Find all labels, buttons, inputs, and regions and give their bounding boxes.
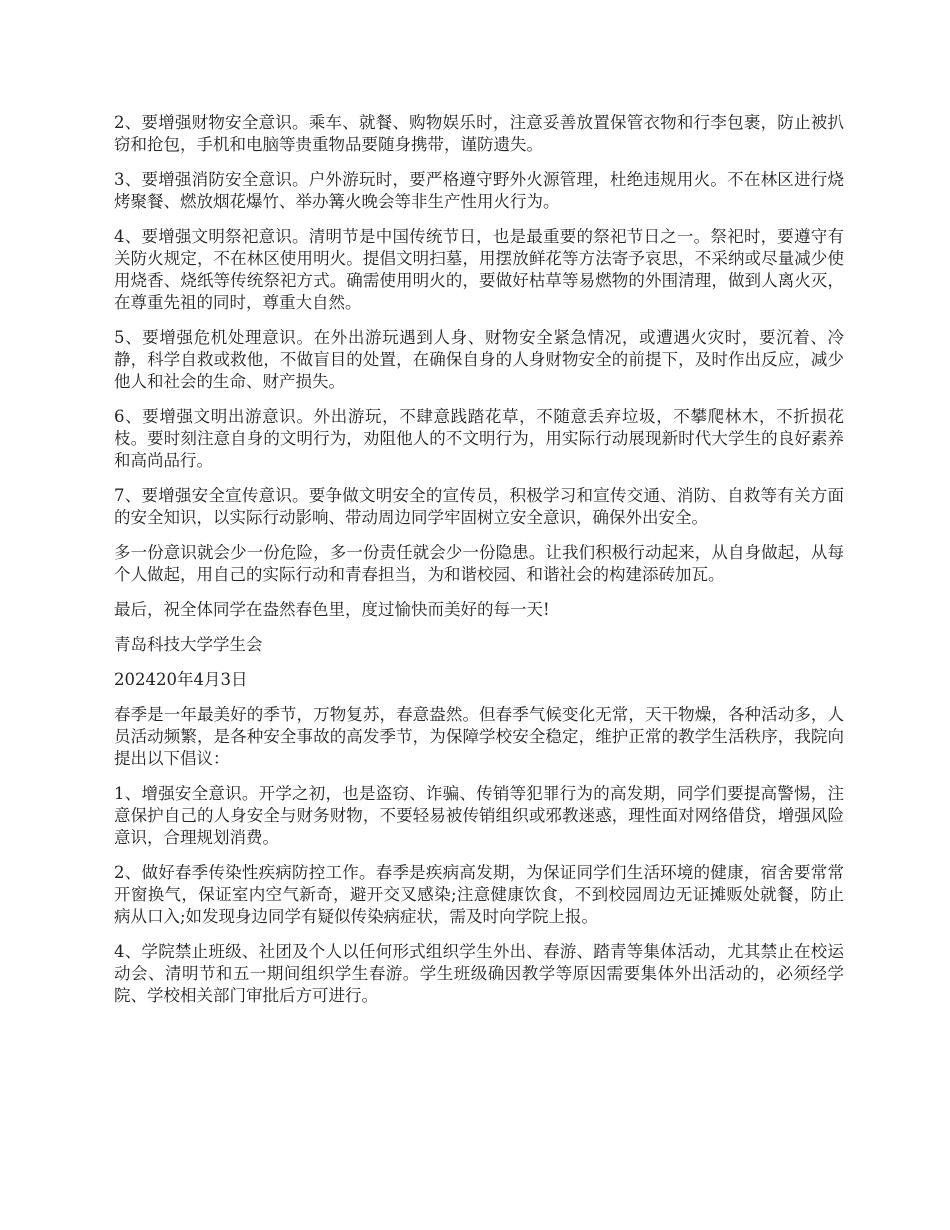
paragraph-safety-awareness: 1、增强安全意识。开学之初，也是盗窃、诈骗、传销等犯罪行为的高发期，同学们要提高警惕，注意保护自己的人身安全与财务财物，不要轻易被传销组织或邪教迷惑，理性面对网络借贷，增强风险意识，合理规划消费。 xyxy=(114,784,844,847)
paragraph-safety-promotion: 7、要增强安全宣传意识。要争做文明安全的宣传员，积极学习和宣传交通、消防、自救等有关方面的安全知识，以实际行动影响、带动周边同学牢固树立安全意识，确保外出安全。 xyxy=(114,486,844,527)
paragraph-fire-safety: 3、要增强消防安全意识。户外游玩时，要严格遵守野外火源管理，杜绝违规用火。不在林区进行烧烤聚餐、燃放烟花爆竹、举办篝火晚会等非生产性用火行为。 xyxy=(114,170,844,211)
paragraph-conclusion: 多一份意识就会少一份危险，多一份责任就会少一份隐患。让我们积极行动起来，从自身做起，从每个人做起，用自己的实际行动和青春担当，为和谐校园、和谐社会的构建添砖加瓦。 xyxy=(114,543,844,584)
paragraph-crisis-handling: 5、要增强危机处理意识。在外出游玩遇到人身、财物安全紧急情况，或遭遇火灾时，要沉着、冷静，科学自救或救他，不做盲目的处置，在确保自身的人身财物安全的前提下，及时作出反应，减少他人和社会的生命、财产损失。 xyxy=(114,328,844,391)
paragraph-closing-wish: 最后，祝全体同学在盎然春色里，度过愉快而美好的每一天! xyxy=(114,600,550,619)
signature-organization: 青岛科技大学学生会 xyxy=(114,635,263,654)
paragraph-property-safety: 2、要增强财物安全意识。乘车、就餐、购物娱乐时，注意妥善放置保管衣物和行李包裹，防止被扒窃和抢包，手机和电脑等贵重物品要随身携带，谨防遗失。 xyxy=(114,113,844,154)
signature-date: 202420年4月3日 xyxy=(114,670,248,689)
paragraph-civilized-travel: 6、要增强文明出游意识。外出游玩，不肆意践踏花草，不随意丢弃垃圾，不攀爬林木，不折损花枝。要时刻注意自身的文明行为，劝阻他人的不文明行为，用实际行动展现新时代大学生的良好素养和高尚品行。 xyxy=(114,407,844,470)
paragraph-spring-intro: 春季是一年最美好的季节，万物复苏，春意盎然。但春季气候变化无常，天干物燥，各种活动多，人员活动频繁，是各种安全事故的高发季节，为保障学校安全稳定，维护正常的教学生活秩序，我院向提出以下倡议： xyxy=(114,705,844,768)
paragraph-activity-ban: 4、学院禁止班级、社团及个人以任何形式组织学生外出、春游、踏青等集体活动，尤其禁止在校运动会、清明节和五一期间组织学生春游。学生班级确因教学等原因需要集体外出活动的，必须经学院、学校相关部门审批后方可进行。 xyxy=(114,942,844,1005)
paragraph-civilized-worship: 4、要增强文明祭祀意识。清明节是中国传统节日，也是最重要的祭祀节日之一。祭祀时，要遵守有关防火规定，不在林区使用明火。提倡文明扫墓，用摆放鲜花等方法寄予哀思，不采纳或尽量减少使用烧香、烧纸等传统祭祀方式。确需使用明火的，要做好枯草等易燃物的外围清理，做到人离火灭，在尊重先祖的同时，尊重大自然。 xyxy=(114,227,844,312)
document-body xyxy=(114,112,844,1020)
paragraph-disease-prevention: 2、做好春季传染性疾病防控工作。春季是疾病高发期，为保证同学们生活环境的健康，宿舍要常常开窗换气，保证室内空气新奇，避开交叉感染;注意健康饮食，不到校园周边无证摊贩处就餐，防止病从口入;如发现身边同学有疑似传染病症状，需及时向学院上报。 xyxy=(114,863,844,926)
